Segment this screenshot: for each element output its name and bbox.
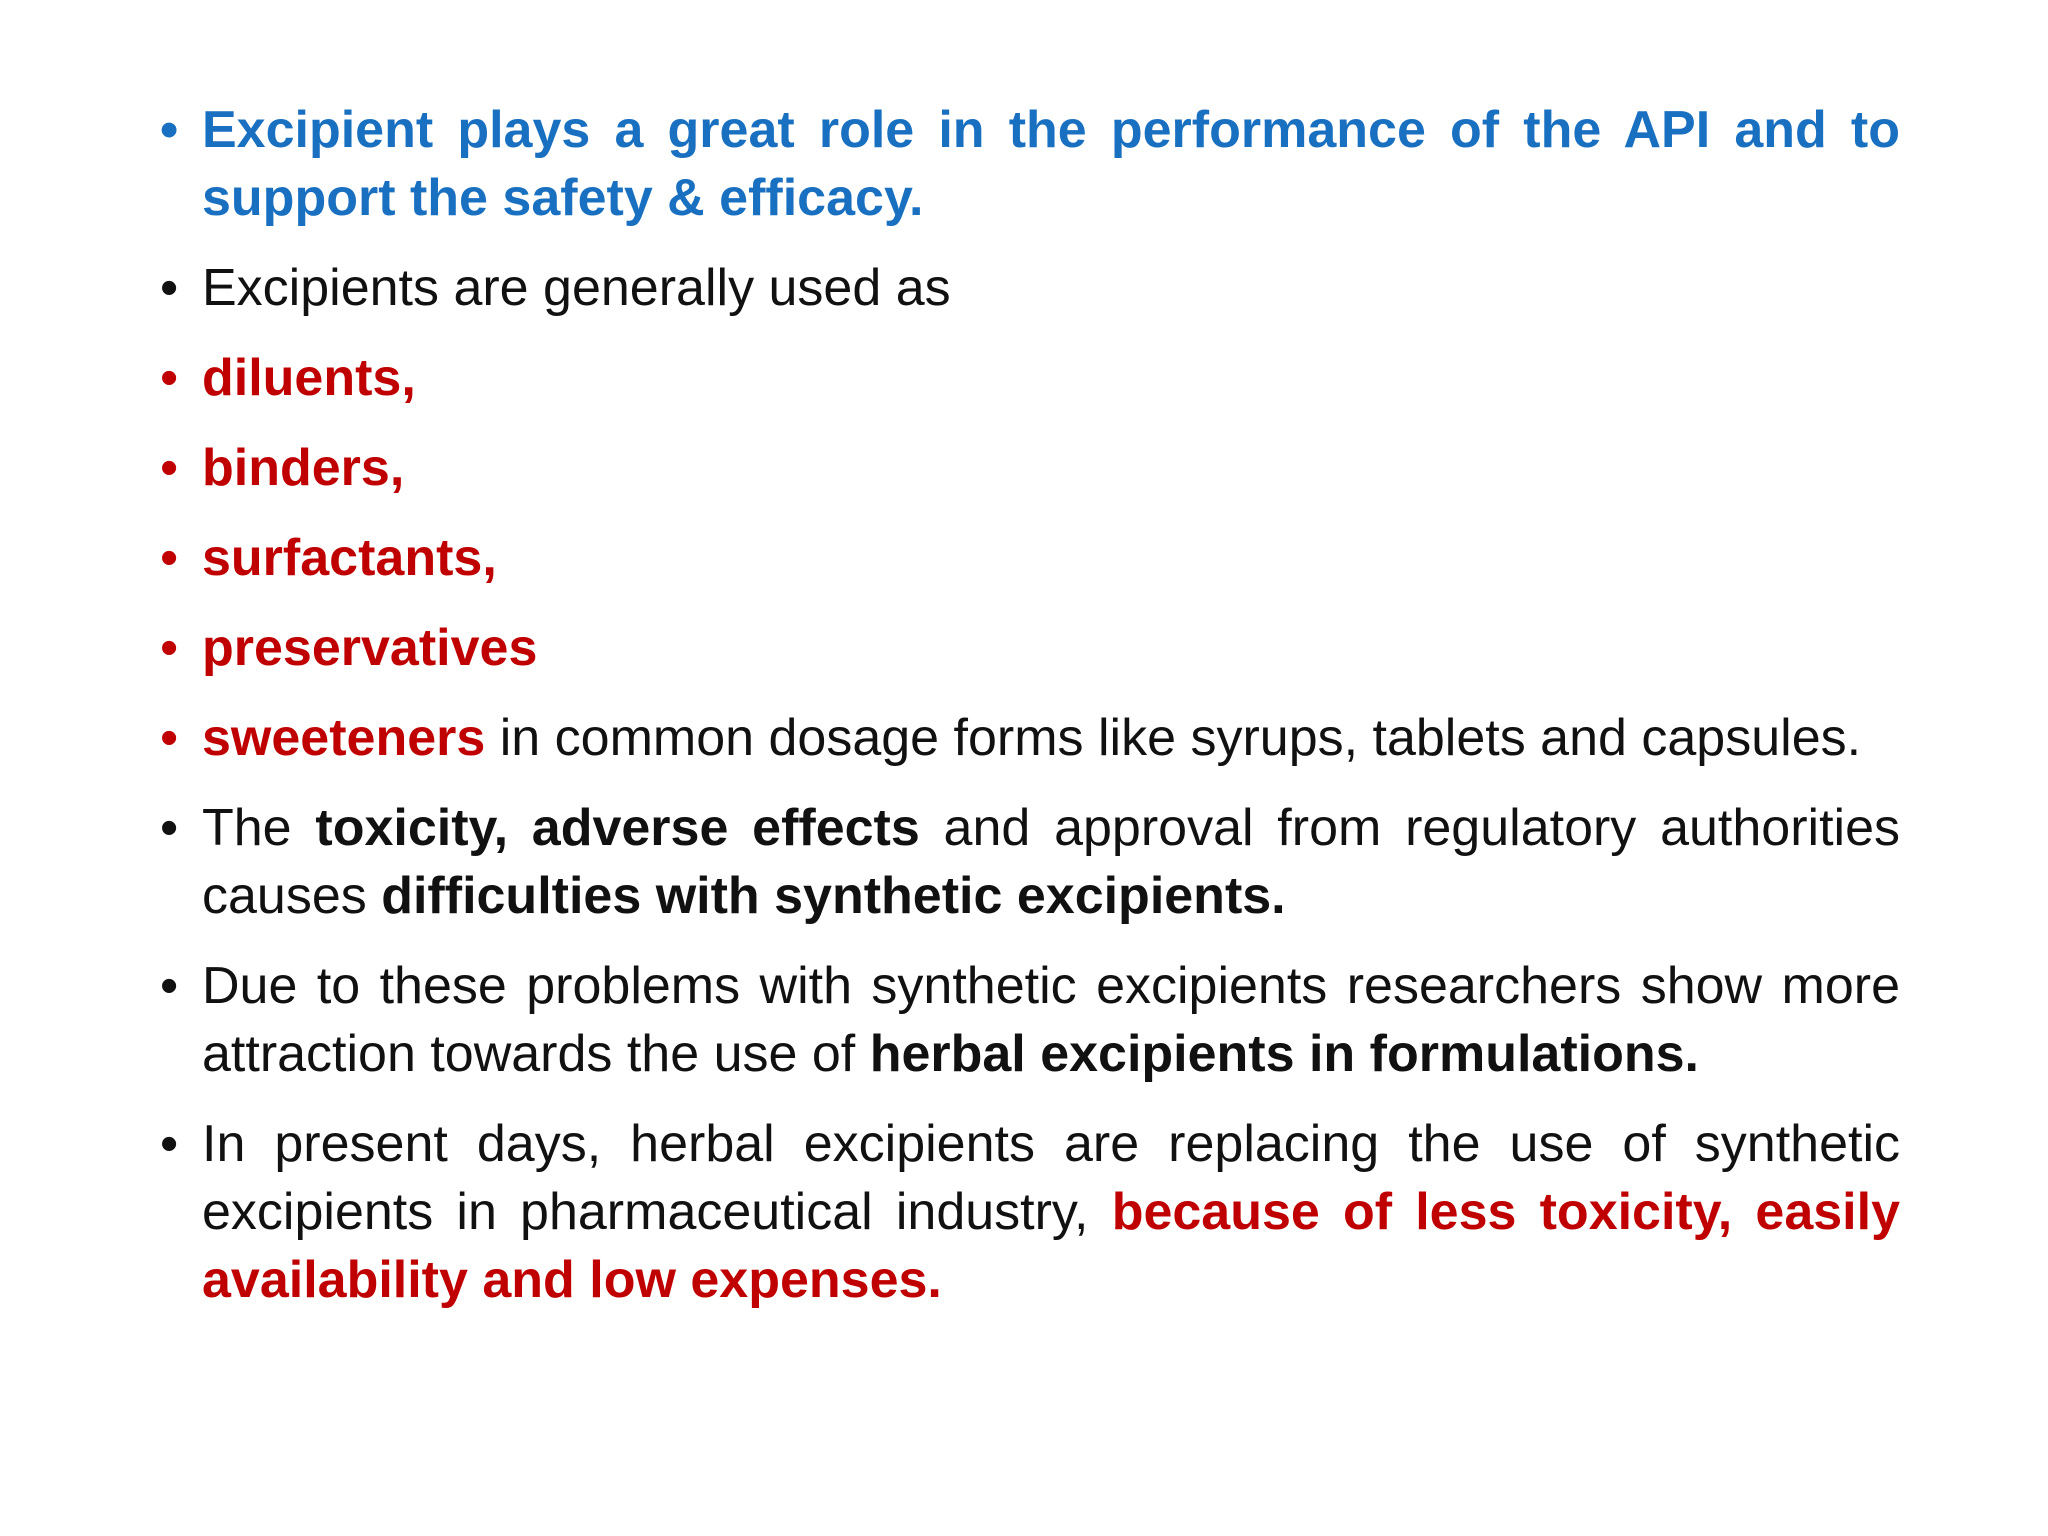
bullet-excipient-role-text: Excipient plays a great role in the performance of the API and to support the safety & efficacy.: [202, 101, 1900, 227]
bullet-herbal-attraction-text: Due to these problems with synthetic excipients researchers show more attraction towards the use of: [202, 957, 1900, 1083]
bullet-surfactants: [160, 524, 1900, 592]
bullet-preservatives: [160, 614, 1900, 682]
bullet-preservatives-text: preservatives: [202, 619, 538, 677]
bullet-list: [160, 96, 1900, 1336]
bullet-herbal-attraction-bold: herbal excipients in formulations.: [869, 1025, 1699, 1083]
bullet-excipient-role: [160, 96, 1900, 232]
bullet-toxicity-bold-1: toxicity, adverse effects: [315, 799, 920, 857]
bullet-generally-used-text: Excipients are generally used as: [202, 259, 951, 317]
bullet-binders-text: binders,: [202, 439, 405, 497]
bullet-binders: [160, 434, 1900, 502]
bullet-surfactants-text: surfactants,: [202, 529, 497, 587]
bullet-sweeteners-text: in common dosage forms like syrups, tablets and capsules.: [485, 709, 1862, 767]
bullet-present-days: [160, 1110, 1900, 1314]
bullet-diluents: [160, 344, 1900, 412]
bullet-herbal-attraction: [160, 952, 1900, 1088]
bullet-toxicity-text-a: The: [202, 799, 316, 857]
bullet-toxicity-text-b: and approval from regulatory authorities causes: [202, 799, 1900, 925]
bullet-toxicity-bold-2: difficulties with synthetic excipients.: [381, 867, 1286, 925]
bullet-sweeteners: [160, 704, 1900, 772]
bullet-present-days-text: In present days, herbal excipients are replacing the use of synthetic excipients in pharmaceutical industry,: [202, 1115, 1900, 1241]
bullet-toxicity: [160, 794, 1900, 930]
bullet-generally-used: [160, 254, 1900, 322]
bullet-diluents-text: diluents,: [202, 349, 416, 407]
bullet-sweeteners-keyword: sweeteners: [202, 709, 486, 767]
bullet-present-days-red: because of less toxicity, easily availability and low expenses.: [202, 1183, 1900, 1309]
